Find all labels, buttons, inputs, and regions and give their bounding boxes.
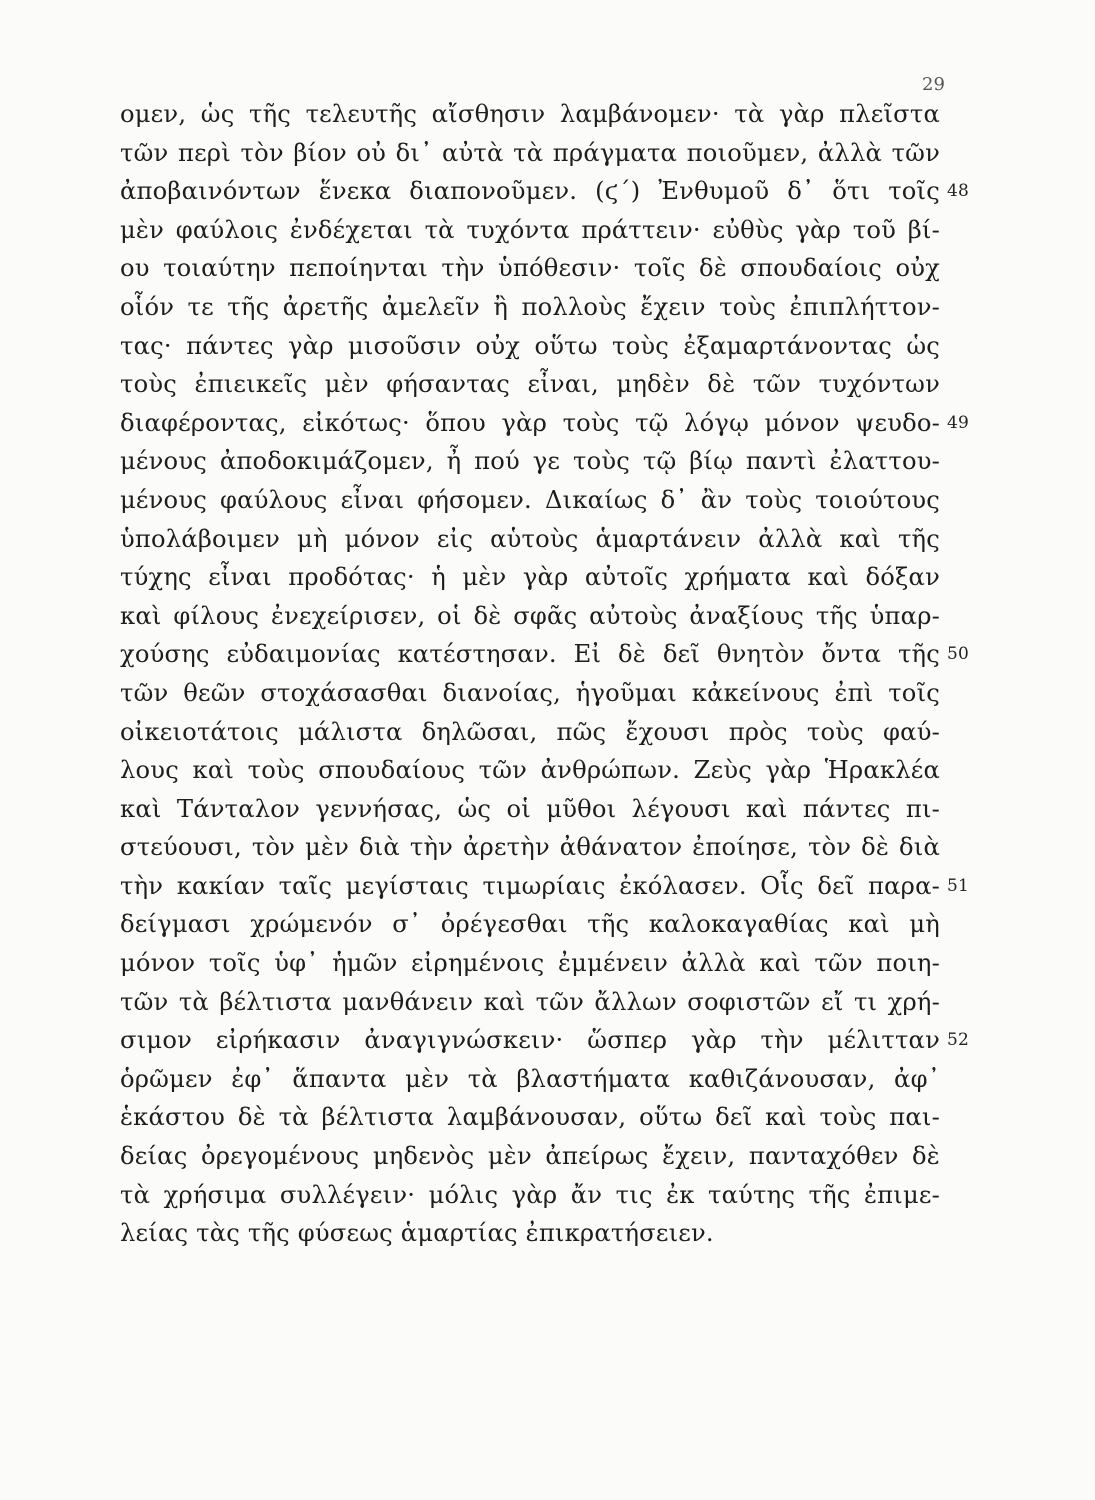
text-line: [120, 404, 970, 443]
text-line: [120, 1098, 940, 1137]
text-line: [120, 481, 940, 520]
text-line: [120, 867, 970, 906]
text-line-content: τὰ χρήσιμα συλλέγειν· μόλις γὰρ ἄν τις ἐκ ταύτης τῆς ἐπιμε-: [120, 1180, 940, 1209]
text-line: [120, 520, 940, 559]
text-line-content: τὴν κακίαν ταῖς μεγίσταις τιμωρίαις ἐκόλασεν. Οἷς δεῖ παρα-: [120, 871, 940, 900]
text-line-content: ὑπολάβοιμεν μὴ μόνον εἰς αὑτοὺς ἁμαρτάνειν ἀλλὰ καὶ τῆς: [120, 524, 940, 553]
text-line-content: μόνον τοῖς ὑφ᾽ ἡμῶν εἰρημένοις ἐμμένειν ἀλλὰ καὶ τῶν ποιη-: [120, 949, 940, 978]
text-line-content: λείας τὰς τῆς φύσεως ἁμαρτίας ἐπικρατήσειεν.: [120, 1219, 714, 1248]
text-line-content: τοὺς ἐπιεικεῖς μὲν φήσαντας εἶναι, μηδὲν δὲ τῶν τυχόντων: [120, 370, 940, 399]
text-line: [120, 1214, 940, 1253]
text-line: [120, 1137, 940, 1176]
text-line: [120, 1060, 940, 1099]
text-line: [120, 597, 940, 636]
text-block: [120, 95, 970, 1253]
text-line-content: καὶ φίλους ἐνεχείρισεν, οἱ δὲ σφᾶς αὐτοὺς ἀναξίους τῆς ὑπαρ-: [120, 601, 940, 630]
text-line: [120, 442, 940, 481]
text-line-content: μὲν φαύλοις ἐνδέχεται τὰ τυχόντα πράττειν· εὐθὺς γὰρ τοῦ βί-: [120, 215, 940, 244]
text-line: [120, 1176, 940, 1215]
text-line-content: ἑκάστου δὲ τὰ βέλτιστα λαμβάνουσαν, οὕτω δεῖ καὶ τοὺς παι-: [120, 1103, 940, 1132]
text-line: [120, 674, 940, 713]
text-line-content: τῶν θεῶν στοχάσασθαι διανοίας, ἡγοῦμαι κἀκείνους ἐπὶ τοῖς: [120, 678, 940, 707]
margin-section-number: 49: [947, 412, 970, 433]
text-line: [120, 1021, 970, 1060]
text-line: [120, 558, 940, 597]
text-line: [120, 905, 940, 944]
text-line: [120, 790, 940, 829]
text-line-content: μένους ἀποδοκιμάζομεν, ἦ πού γε τοὺς τῷ βίῳ παντὶ ἐλαττου-: [120, 447, 940, 476]
text-line-content: σιμον εἰρήκασιν ἀναγιγνώσκειν· ὥσπερ γὰρ τὴν μέλιτταν: [120, 1026, 940, 1055]
text-line: [120, 95, 940, 134]
text-line-content: τῶν τὰ βέλτιστα μανθάνειν καὶ τῶν ἄλλων σοφιστῶν εἴ τι χρή-: [120, 987, 940, 1016]
text-line-content: διαφέροντας, εἰκότως· ὅπου γὰρ τοὺς τῷ λόγῳ μόνον ψευδο-: [120, 408, 940, 437]
text-line: [120, 983, 940, 1022]
text-line-content: οἰκειοτάτοις μάλιστα δηλῶσαι, πῶς ἔχουσι πρὸς τοὺς φαύ-: [120, 717, 940, 746]
margin-section-number: 48: [947, 181, 970, 202]
text-line: [120, 288, 940, 327]
text-line-content: τῶν περὶ τὸν βίον οὐ δι᾽ αὐτὰ τὰ πράγματα ποιοῦμεν, ἀλλὰ τῶν: [120, 138, 940, 167]
margin-section-number: 51: [947, 875, 970, 896]
text-line-content: καὶ Τάνταλον γεννήσας, ὡς οἱ μῦθοι λέγουσι καὶ πάντες πι-: [120, 794, 940, 823]
text-line-content: δείγμασι χρώμενόν σ᾽ ὀρέγεσθαι τῆς καλοκαγαθίας καὶ μὴ: [120, 910, 940, 939]
text-line: [120, 713, 940, 752]
text-line: [120, 635, 970, 674]
margin-section-number: 52: [947, 1030, 970, 1051]
text-line-content: μένους φαύλους εἶναι φήσομεν. Δικαίως δ᾽ ἂν τοὺς τοιούτους: [120, 485, 940, 514]
text-line-content: χούσης εὐδαιμονίας κατέστησαν. Εἰ δὲ δεῖ θνητὸν ὄντα τῆς: [120, 640, 940, 669]
text-line: [120, 751, 940, 790]
text-line: [120, 211, 940, 250]
text-line-content: δείας ὀρεγομένους μηδενὸς μὲν ἀπείρως ἔχειν, πανταχόθεν δὲ: [120, 1142, 940, 1171]
text-line-content: τας· πάντες γὰρ μισοῦσιν οὐχ οὕτω τοὺς ἐξαμαρτάνοντας ὡς: [120, 331, 940, 360]
text-line-content: στεύουσι, τὸν μὲν διὰ τὴν ἀρετὴν ἀθάνατον ἐποίησε, τὸν δὲ διὰ: [120, 833, 940, 862]
text-line: [120, 365, 940, 404]
text-line-content: ὁρῶμεν ἐφ᾽ ἅπαντα μὲν τὰ βλαστήματα καθιζάνουσαν, ἀφ᾽: [120, 1064, 940, 1093]
text-line-content: ομεν, ὡς τῆς τελευτῆς αἴσθησιν λαμβάνομεν· τὰ γὰρ πλεῖστα: [120, 100, 940, 128]
text-line: [120, 944, 940, 983]
text-line: [120, 828, 940, 867]
text-line-content: τύχης εἶναι προδότας· ἡ μὲν γὰρ αὐτοῖς χρήματα καὶ δόξαν: [120, 563, 940, 592]
text-line: [120, 249, 940, 288]
text-line-content: ου τοιαύτην πεποίηνται τὴν ὑπόθεσιν· τοῖς δὲ σπουδαίοις οὐχ: [120, 254, 940, 283]
text-line-content: οἷόν τε τῆς ἀρετῆς ἀμελεῖν ἢ πολλοὺς ἔχειν τοὺς ἐπιπλήττον-: [120, 292, 940, 321]
text-line: [120, 134, 940, 173]
text-line-content: λους καὶ τοὺς σπουδαίους τῶν ἀνθρώπων. Ζεὺς γὰρ Ἡρακλέα: [120, 756, 940, 785]
text-line-content: ἀποβαινόντων ἕνεκα διαπονοῦμεν. (ϛ´) Ἐνθυμοῦ δ᾽ ὅτι τοῖς: [120, 177, 940, 206]
margin-section-number: 50: [947, 644, 970, 665]
page-number: 29: [922, 74, 945, 95]
text-line: [120, 327, 940, 366]
text-line: [120, 172, 970, 211]
